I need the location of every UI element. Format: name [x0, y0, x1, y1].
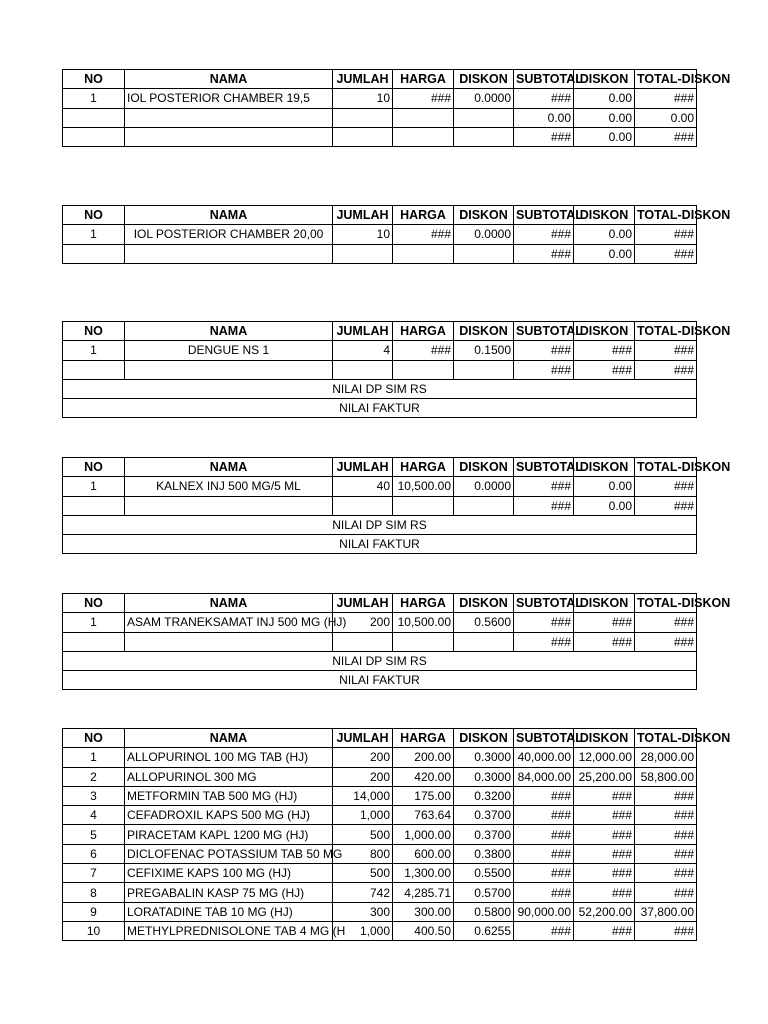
cell-diskon-amount[interactable]: 0.00: [574, 477, 635, 496]
cell-nama[interactable]: [125, 496, 333, 515]
cell-jumlah[interactable]: 4: [333, 341, 393, 360]
cell-harga[interactable]: ###: [393, 225, 454, 244]
cell-nama[interactable]: PIRACETAM KAPL 1200 MG (HJ): [125, 825, 333, 844]
cell-nama[interactable]: METFORMIN TAB 500 MG (HJ): [125, 786, 333, 805]
price-table-2: [62, 205, 731, 264]
cell-total[interactable]: ###: [635, 244, 697, 263]
cell-harga[interactable]: 763.64: [393, 806, 454, 825]
cell-no[interactable]: 1: [63, 341, 125, 360]
cell-no[interactable]: 3: [63, 786, 125, 805]
cell-harga[interactable]: [393, 632, 454, 651]
header-cell-no[interactable]: NO: [63, 594, 125, 613]
table-row: [63, 883, 697, 902]
cell-nama[interactable]: CEFIXIME KAPS 100 MG (HJ): [125, 864, 333, 883]
footer-faktur-row: [63, 535, 697, 554]
cell-nama[interactable]: [125, 360, 333, 379]
table-row: [63, 825, 697, 844]
cell-harga[interactable]: 200.00: [393, 748, 454, 767]
cell-total[interactable]: ###: [635, 477, 697, 496]
cell-no[interactable]: 9: [63, 902, 125, 921]
price-table-5: [62, 593, 731, 690]
cell-no[interactable]: 5: [63, 825, 125, 844]
footer-faktur-cell[interactable]: NILAI FAKTUR: [63, 399, 697, 418]
cell-jumlah[interactable]: 300: [333, 902, 393, 921]
cell-harga[interactable]: 4,285.71: [393, 883, 454, 902]
cell-no[interactable]: 6: [63, 844, 125, 863]
header-cell-diskon2[interactable]: DISKON: [574, 458, 635, 477]
table-row: [63, 89, 697, 108]
cell-harga[interactable]: ###: [393, 89, 454, 108]
summary-row: [63, 360, 697, 379]
cell-subtotal[interactable]: 0.00: [514, 108, 574, 127]
table-row: [63, 786, 697, 805]
cell-harga[interactable]: ###: [393, 341, 454, 360]
cell-diskon[interactable]: [454, 496, 514, 515]
cell-jumlah[interactable]: 1,000: [333, 921, 393, 940]
header-cell-diskon[interactable]: DISKON: [454, 729, 514, 748]
cell-nama[interactable]: PREGABALIN KASP 75 MG (HJ): [125, 883, 333, 902]
cell-no[interactable]: 1: [63, 613, 125, 632]
cell-total[interactable]: ###: [635, 613, 697, 632]
summary-row: [63, 244, 697, 263]
cell-diskon[interactable]: 0.0000: [454, 477, 514, 496]
header-row: [63, 729, 697, 748]
header-cell-harga[interactable]: HARGA: [393, 594, 454, 613]
header-cell-jumlah[interactable]: JUMLAH: [333, 70, 393, 89]
cell-diskon-amount[interactable]: 25,200.00: [574, 767, 635, 786]
cell-diskon[interactable]: [454, 244, 514, 263]
cell-diskon[interactable]: 0.5800: [454, 902, 514, 921]
header-cell-harga[interactable]: HARGA: [393, 729, 454, 748]
cell-subtotal[interactable]: ###: [514, 844, 574, 863]
cell-subtotal[interactable]: ###: [514, 613, 574, 632]
summary-row: [63, 496, 697, 515]
header-cell-total[interactable]: TOTAL-DISKON: [635, 206, 697, 225]
cell-total[interactable]: ###: [635, 921, 697, 940]
cell-harga[interactable]: [393, 108, 454, 127]
cell-diskon[interactable]: 0.3800: [454, 844, 514, 863]
cell-total[interactable]: ###: [635, 883, 697, 902]
cell-jumlah[interactable]: 200: [333, 613, 393, 632]
header-cell-nama[interactable]: NAMA: [125, 594, 333, 613]
header-cell-diskon[interactable]: DISKON: [454, 322, 514, 341]
cell-total[interactable]: ###: [635, 341, 697, 360]
cell-no[interactable]: [63, 360, 125, 379]
footer-faktur-cell[interactable]: NILAI FAKTUR: [63, 671, 697, 690]
header-cell-total[interactable]: TOTAL-DISKON: [635, 458, 697, 477]
cell-subtotal[interactable]: 90,000.00: [514, 902, 574, 921]
cell-nama[interactable]: DENGUE NS 1: [125, 341, 333, 360]
cell-subtotal[interactable]: ###: [514, 786, 574, 805]
cell-subtotal[interactable]: ###: [514, 360, 574, 379]
cell-no[interactable]: 1: [63, 89, 125, 108]
cell-subtotal[interactable]: ###: [514, 825, 574, 844]
cell-nama[interactable]: ALLOPURINOL 100 MG TAB (HJ): [125, 748, 333, 767]
cell-diskon-amount[interactable]: ###: [574, 360, 635, 379]
cell-diskon[interactable]: 0.5600: [454, 613, 514, 632]
footer-dp-row: [63, 515, 697, 534]
cell-diskon[interactable]: 0.6255: [454, 921, 514, 940]
header-cell-diskon[interactable]: DISKON: [454, 206, 514, 225]
cell-total[interactable]: ###: [635, 360, 697, 379]
cell-diskon[interactable]: 0.1500: [454, 341, 514, 360]
cell-jumlah[interactable]: [333, 244, 393, 263]
cell-nama[interactable]: ALLOPURINOL 300 MG: [125, 767, 333, 786]
cell-harga[interactable]: [393, 360, 454, 379]
cell-nama[interactable]: [125, 127, 333, 146]
cell-jumlah[interactable]: [333, 360, 393, 379]
header-cell-nama[interactable]: NAMA: [125, 322, 333, 341]
header-cell-diskon[interactable]: DISKON: [454, 458, 514, 477]
cell-subtotal[interactable]: ###: [514, 127, 574, 146]
table-row: [63, 477, 697, 496]
header-cell-total[interactable]: TOTAL-DISKON: [635, 729, 697, 748]
cell-subtotal[interactable]: ###: [514, 806, 574, 825]
price-table-1: [62, 69, 731, 147]
cell-diskon[interactable]: 0.5500: [454, 864, 514, 883]
cell-nama[interactable]: CEFADROXIL KAPS 500 MG (HJ): [125, 806, 333, 825]
header-cell-no[interactable]: NO: [63, 206, 125, 225]
header-row: [63, 206, 697, 225]
footer-faktur-row: [63, 399, 697, 418]
table-row: [63, 844, 697, 863]
cell-diskon[interactable]: 0.3700: [454, 825, 514, 844]
cell-subtotal[interactable]: 40,000.00: [514, 748, 574, 767]
cell-harga[interactable]: [393, 244, 454, 263]
header-cell-no[interactable]: NO: [63, 729, 125, 748]
cell-harga[interactable]: 10,500.00: [393, 477, 454, 496]
cell-diskon[interactable]: 0.0000: [454, 89, 514, 108]
summary-row: [63, 127, 697, 146]
cell-jumlah[interactable]: 200: [333, 767, 393, 786]
header-cell-diskon2[interactable]: DISKON: [574, 322, 635, 341]
cell-diskon-amount[interactable]: 0.00: [574, 127, 635, 146]
price-table-3: [62, 321, 731, 418]
cell-nama[interactable]: DICLOFENAC POTASSIUM TAB 50 MG: [125, 844, 333, 863]
cell-total[interactable]: ###: [635, 864, 697, 883]
header-cell-subtotal[interactable]: SUBTOTAL: [514, 594, 574, 613]
cell-subtotal[interactable]: ###: [514, 496, 574, 515]
cell-harga[interactable]: [393, 127, 454, 146]
header-cell-subtotal[interactable]: SUBTOTAL: [514, 458, 574, 477]
cell-total[interactable]: 28,000.00: [635, 748, 697, 767]
header-cell-nama[interactable]: NAMA: [125, 206, 333, 225]
header-row: [63, 594, 697, 613]
cell-subtotal[interactable]: ###: [514, 632, 574, 651]
price-table-4: [62, 457, 731, 554]
header-cell-jumlah[interactable]: JUMLAH: [333, 322, 393, 341]
header-cell-subtotal[interactable]: SUBTOTAL: [514, 206, 574, 225]
table-row: [63, 748, 697, 767]
footer-dp-cell[interactable]: NILAI DP SIM RS: [63, 515, 697, 534]
cell-jumlah[interactable]: 14,000: [333, 786, 393, 805]
cell-diskon-amount[interactable]: 52,200.00: [574, 902, 635, 921]
cell-diskon-amount[interactable]: ###: [574, 613, 635, 632]
cell-jumlah[interactable]: 500: [333, 864, 393, 883]
cell-diskon[interactable]: 0.3700: [454, 806, 514, 825]
summary-row: [63, 632, 697, 651]
cell-subtotal[interactable]: 84,000.00: [514, 767, 574, 786]
header-cell-harga[interactable]: HARGA: [393, 70, 454, 89]
cell-diskon-amount[interactable]: ###: [574, 921, 635, 940]
cell-no[interactable]: 2: [63, 767, 125, 786]
header-cell-jumlah[interactable]: JUMLAH: [333, 729, 393, 748]
table-row: [63, 806, 697, 825]
cell-harga[interactable]: 400.50: [393, 921, 454, 940]
cell-jumlah[interactable]: [333, 127, 393, 146]
cell-harga[interactable]: 10,500.00: [393, 613, 454, 632]
cell-no[interactable]: 1: [63, 477, 125, 496]
cell-nama[interactable]: [125, 244, 333, 263]
cell-total[interactable]: ###: [635, 806, 697, 825]
header-cell-nama[interactable]: NAMA: [125, 70, 333, 89]
cell-no[interactable]: [63, 244, 125, 263]
cell-subtotal[interactable]: ###: [514, 244, 574, 263]
cell-jumlah[interactable]: 800: [333, 844, 393, 863]
cell-diskon[interactable]: [454, 632, 514, 651]
cell-diskon[interactable]: 0.3200: [454, 786, 514, 805]
cell-subtotal[interactable]: ###: [514, 225, 574, 244]
table-row: [63, 902, 697, 921]
cell-diskon-amount[interactable]: ###: [574, 825, 635, 844]
header-cell-diskon2[interactable]: DISKON: [574, 729, 635, 748]
cell-diskon-amount[interactable]: 0.00: [574, 496, 635, 515]
cell-jumlah[interactable]: 1,000: [333, 806, 393, 825]
header-row: [63, 458, 697, 477]
price-table-6: [62, 728, 731, 941]
cell-total[interactable]: 0.00: [635, 108, 697, 127]
footer-dp-cell[interactable]: NILAI DP SIM RS: [63, 379, 697, 398]
footer-dp-cell[interactable]: NILAI DP SIM RS: [63, 651, 697, 670]
header-cell-no[interactable]: NO: [63, 70, 125, 89]
footer-faktur-cell[interactable]: NILAI FAKTUR: [63, 535, 697, 554]
cell-jumlah[interactable]: 10: [333, 89, 393, 108]
cell-diskon-amount[interactable]: ###: [574, 341, 635, 360]
cell-no[interactable]: 1: [63, 748, 125, 767]
cell-diskon-amount[interactable]: ###: [574, 883, 635, 902]
cell-diskon-amount[interactable]: 0.00: [574, 108, 635, 127]
cell-no[interactable]: 4: [63, 806, 125, 825]
cell-diskon-amount[interactable]: 0.00: [574, 89, 635, 108]
table-row: [63, 613, 697, 632]
cell-diskon-amount[interactable]: 0.00: [574, 244, 635, 263]
header-cell-subtotal[interactable]: SUBTOTAL: [514, 729, 574, 748]
cell-subtotal[interactable]: ###: [514, 477, 574, 496]
header-row: [63, 70, 697, 89]
header-cell-jumlah[interactable]: JUMLAH: [333, 206, 393, 225]
header-cell-harga[interactable]: HARGA: [393, 458, 454, 477]
table-row: [63, 225, 697, 244]
cell-diskon[interactable]: 0.0000: [454, 225, 514, 244]
header-cell-harga[interactable]: HARGA: [393, 322, 454, 341]
cell-nama[interactable]: IOL POSTERIOR CHAMBER 19,5: [125, 89, 333, 108]
cell-no[interactable]: [63, 632, 125, 651]
cell-nama[interactable]: ASAM TRANEKSAMAT INJ 500 MG (HJ): [125, 613, 333, 632]
header-cell-jumlah[interactable]: JUMLAH: [333, 594, 393, 613]
header-cell-subtotal[interactable]: SUBTOTAL: [514, 70, 574, 89]
cell-diskon[interactable]: 0.3000: [454, 767, 514, 786]
footer-faktur-row: [63, 671, 697, 690]
cell-total[interactable]: ###: [635, 844, 697, 863]
cell-harga[interactable]: 300.00: [393, 902, 454, 921]
header-cell-nama[interactable]: NAMA: [125, 458, 333, 477]
cell-no[interactable]: 10: [63, 921, 125, 940]
cell-jumlah[interactable]: 742: [333, 883, 393, 902]
cell-nama[interactable]: METHYLPREDNISOLONE TAB 4 MG (H: [125, 921, 333, 940]
header-cell-total[interactable]: TOTAL-DISKON: [635, 70, 697, 89]
cell-diskon-amount[interactable]: ###: [574, 844, 635, 863]
cell-total[interactable]: 58,800.00: [635, 767, 697, 786]
header-cell-subtotal[interactable]: SUBTOTAL: [514, 322, 574, 341]
cell-no[interactable]: 7: [63, 864, 125, 883]
cell-no[interactable]: 8: [63, 883, 125, 902]
cell-jumlah[interactable]: [333, 108, 393, 127]
cell-diskon-amount[interactable]: ###: [574, 864, 635, 883]
cell-harga[interactable]: 1,300.00: [393, 864, 454, 883]
cell-diskon[interactable]: 0.5700: [454, 883, 514, 902]
header-row: [63, 322, 697, 341]
cell-total[interactable]: ###: [635, 632, 697, 651]
header-cell-harga[interactable]: HARGA: [393, 206, 454, 225]
header-cell-total[interactable]: TOTAL-DISKON: [635, 594, 697, 613]
table-row: [63, 864, 697, 883]
cell-jumlah[interactable]: [333, 496, 393, 515]
cell-jumlah[interactable]: 200: [333, 748, 393, 767]
header-cell-jumlah[interactable]: JUMLAH: [333, 458, 393, 477]
cell-diskon-amount[interactable]: ###: [574, 786, 635, 805]
header-cell-no[interactable]: NO: [63, 458, 125, 477]
cell-total[interactable]: 37,800.00: [635, 902, 697, 921]
header-cell-nama[interactable]: NAMA: [125, 729, 333, 748]
cell-diskon[interactable]: 0.3000: [454, 748, 514, 767]
cell-subtotal[interactable]: ###: [514, 341, 574, 360]
cell-harga[interactable]: 1,000.00: [393, 825, 454, 844]
cell-total[interactable]: ###: [635, 786, 697, 805]
cell-no[interactable]: [63, 108, 125, 127]
cell-no[interactable]: [63, 496, 125, 515]
cell-subtotal[interactable]: ###: [514, 864, 574, 883]
header-cell-diskon2[interactable]: DISKON: [574, 594, 635, 613]
summary-row: [63, 108, 697, 127]
cell-jumlah[interactable]: [333, 632, 393, 651]
cell-nama[interactable]: KALNEX INJ 500 MG/5 ML: [125, 477, 333, 496]
cell-diskon[interactable]: [454, 108, 514, 127]
cell-nama[interactable]: LORATADINE TAB 10 MG (HJ): [125, 902, 333, 921]
cell-no[interactable]: 1: [63, 225, 125, 244]
footer-dp-row: [63, 651, 697, 670]
header-cell-diskon[interactable]: DISKON: [454, 70, 514, 89]
cell-total[interactable]: ###: [635, 496, 697, 515]
header-cell-diskon[interactable]: DISKON: [454, 594, 514, 613]
cell-nama[interactable]: [125, 632, 333, 651]
cell-diskon-amount[interactable]: ###: [574, 632, 635, 651]
header-cell-diskon2[interactable]: DISKON: [574, 70, 635, 89]
cell-subtotal[interactable]: ###: [514, 89, 574, 108]
header-cell-diskon2[interactable]: DISKON: [574, 206, 635, 225]
cell-jumlah[interactable]: 500: [333, 825, 393, 844]
cell-harga[interactable]: 600.00: [393, 844, 454, 863]
table-row: [63, 341, 697, 360]
cell-harga[interactable]: 175.00: [393, 786, 454, 805]
cell-harga[interactable]: [393, 496, 454, 515]
cell-jumlah[interactable]: 40: [333, 477, 393, 496]
table-row: [63, 921, 697, 940]
cell-diskon-amount[interactable]: 0.00: [574, 225, 635, 244]
cell-diskon-amount[interactable]: 12,000.00: [574, 748, 635, 767]
cell-diskon-amount[interactable]: ###: [574, 806, 635, 825]
cell-total[interactable]: ###: [635, 825, 697, 844]
cell-total[interactable]: ###: [635, 89, 697, 108]
table-row: [63, 767, 697, 786]
cell-total[interactable]: ###: [635, 225, 697, 244]
header-cell-no[interactable]: NO: [63, 322, 125, 341]
cell-subtotal[interactable]: ###: [514, 883, 574, 902]
cell-nama[interactable]: IOL POSTERIOR CHAMBER 20,00: [125, 225, 333, 244]
cell-diskon[interactable]: [454, 360, 514, 379]
cell-subtotal[interactable]: ###: [514, 921, 574, 940]
cell-diskon[interactable]: [454, 127, 514, 146]
footer-dp-row: [63, 379, 697, 398]
header-cell-total[interactable]: TOTAL-DISKON: [635, 322, 697, 341]
cell-nama[interactable]: [125, 108, 333, 127]
cell-jumlah[interactable]: 10: [333, 225, 393, 244]
cell-no[interactable]: [63, 127, 125, 146]
cell-harga[interactable]: 420.00: [393, 767, 454, 786]
cell-total[interactable]: ###: [635, 127, 697, 146]
